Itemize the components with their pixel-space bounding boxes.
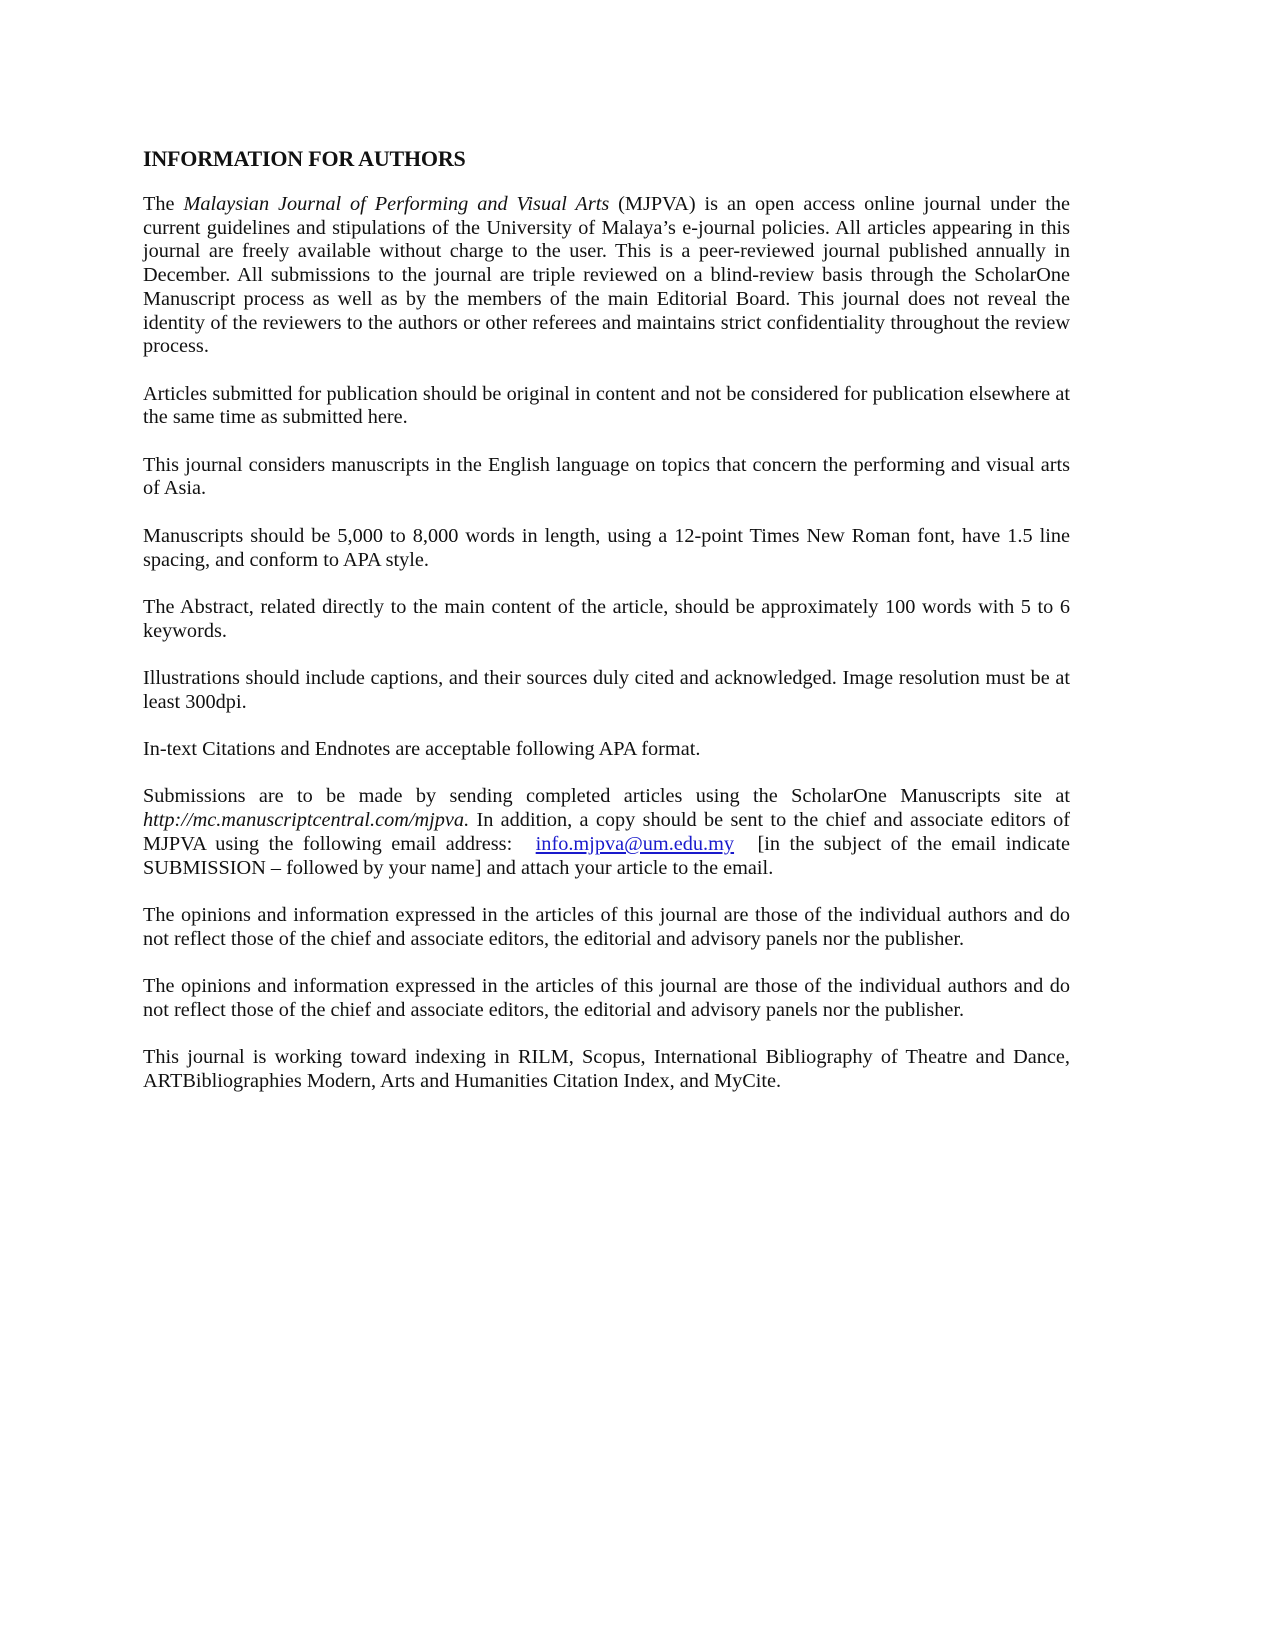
page-title: INFORMATION FOR AUTHORS bbox=[143, 146, 466, 171]
paragraph-scope: This journal considers manuscripts in the English language on topics that concern the performing and visual arts of Asia. bbox=[143, 453, 1070, 500]
paragraph-submissions bbox=[143, 785, 1070, 880]
paragraph-disclaimer: The opinions and information expressed in the articles of this journal are those of the individual authors and do not reflect those of the chief and associate editors, the editorial and advisory panels nor the publisher. bbox=[143, 903, 1070, 950]
paragraph-disclaimer-repeat: The opinions and information expressed in the articles of this journal are those of the individual authors and do not reflect those of the chief and associate editors, the editorial and advisory panels nor the publisher. bbox=[143, 975, 1070, 1021]
paragraph-abstract: The Abstract, related directly to the main content of the article, should be approximately 100 words with 5 to 6 keywords. bbox=[143, 595, 1070, 642]
paragraph-journal-overview bbox=[143, 193, 1070, 359]
paragraph-indexing: This journal is working toward indexing in RILM, Scopus, International Bibliography of Theatre and Dance, ARTBibliographies Modern, Arts and Humanities Citation Index, and MyCite. bbox=[143, 1046, 1070, 1092]
paragraph-manuscript-format: Manuscripts should be 5,000 to 8,000 words in length, using a 12-point Times New Roman font, have 1.5 line spacing, and conform to APA style. bbox=[143, 524, 1070, 571]
journal-name: Malaysian Journal of Performing and Visual Arts bbox=[183, 193, 610, 215]
document-page bbox=[143, 146, 1070, 1117]
paragraph-originality: Articles submitted for publication should be original in content and not be considered for publication elsewhere at the same time as submitted here. bbox=[143, 382, 1070, 429]
submission-site-url: http://mc.manuscriptcentral.com/mjpva. bbox=[143, 809, 470, 832]
overview-lead: The bbox=[143, 193, 184, 215]
submissions-lead: Submissions are to be made by sending completed articles using the ScholarOne Manuscripts site at bbox=[143, 785, 1070, 808]
paragraph-illustrations: Illustrations should include captions, and their sources duly cited and acknowledged. Image resolution must be at least 300dpi. bbox=[143, 666, 1070, 713]
overview-rest: (MJPVA) is an open access online journal under the current guidelines and stipulations of the University of Malaya’s e-journal policies. All articles appearing in this journal are freely available without charge to the user. This is a peer-reviewed journal published annually in December. All submissions to the journal are triple reviewed on a blind-review basis through the ScholarOne Manuscript process as well as by the members of the main Editorial Board. This journal does not reveal the identity of the reviewers to the authors or other referees and maintains strict confidentiality throughout the review process. bbox=[143, 193, 1070, 358]
submissions-tail: [in the subject of the email indicate SUBMISSION – followed by your name] and attach your article to the email. bbox=[143, 832, 1070, 879]
email-link[interactable]: info.mjpva@um.edu.my bbox=[535, 832, 735, 855]
paragraph-citations: In-text Citations and Endnotes are acceptable following APA format. bbox=[143, 738, 701, 761]
submissions-middle: In addition, a copy should be sent to the chief and associate editors of MJPVA using the following email address: bbox=[143, 809, 1070, 855]
